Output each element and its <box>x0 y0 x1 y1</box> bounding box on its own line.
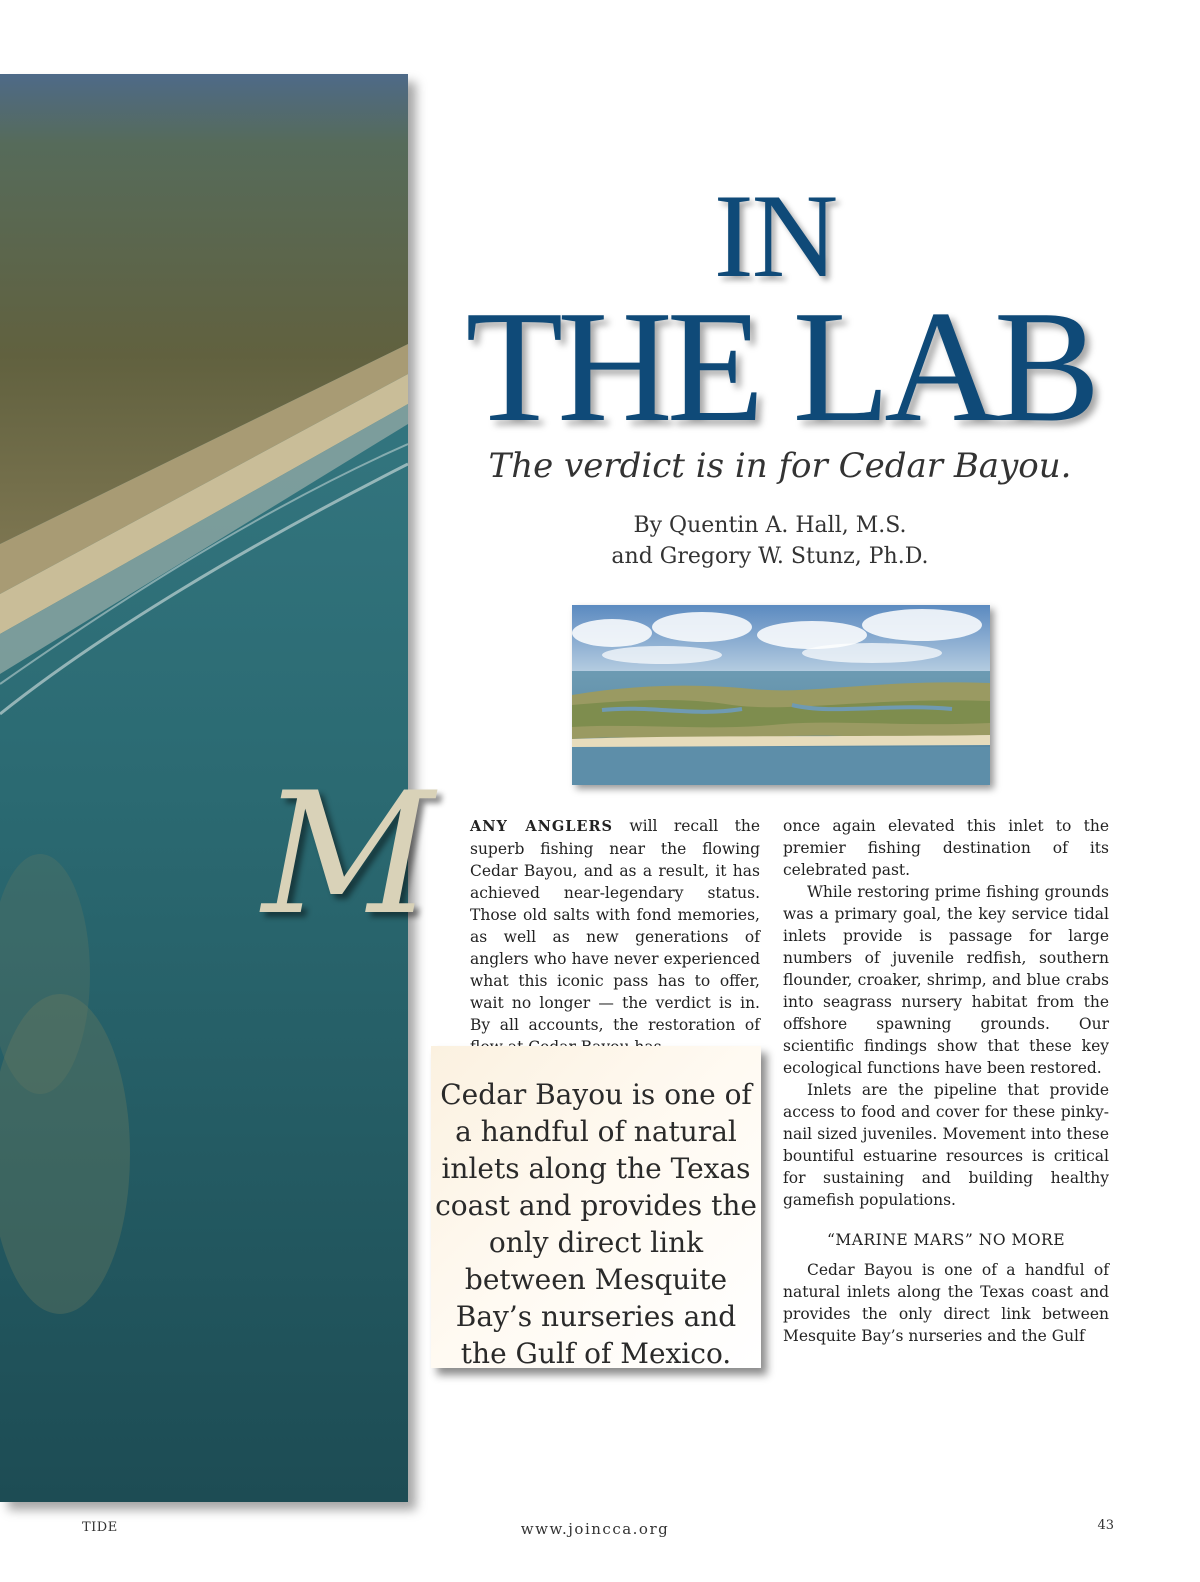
article-text-col1: will recall the superb fishing near the flowing Cedar Bayou, and as a result, it has achieved near-legendary status. Those old salts with fond memories, as well as new generations of anglers who have never experienced what this iconic pass has to offer, wait no longer — the verdict is in. By all accounts, the restoration of <box>470 817 761 1034</box>
page-number: 43 <box>1097 1518 1114 1533</box>
subtitle: The verdict is in for Cedar Bayou. <box>488 446 1072 486</box>
pull-quote-box <box>431 1046 761 1368</box>
article-paragraph-1 <box>434 815 760 1058</box>
lead-in: ANY ANGLERS <box>470 818 613 835</box>
section-subhead: “MARINE MARS” NO MORE <box>826 1231 1066 1249</box>
byline <box>560 510 980 572</box>
article-column-2 <box>783 815 1109 1347</box>
drop-cap: M <box>262 756 427 952</box>
article-paragraph-5: Cedar Bayou is one of a handful of natural inlets along the Texas coast and provides the only direct link between Mesquite Bay’s nurseries and the Gulf <box>783 1261 1109 1345</box>
article-column-1 <box>434 815 760 1058</box>
byline-line-2: and Gregory W. Stunz, Ph.D. <box>611 544 929 569</box>
footer-website-link[interactable]: www.joincca.org <box>520 1520 670 1538</box>
article-paragraph-2: once again elevated this inlet to the premier fishing destination of its celebrated past. <box>783 817 1109 879</box>
footer-magazine-name: TIDE <box>82 1520 118 1535</box>
pull-quote-text: Cedar Bayou is one of a handful of natural inlets along the Texas coast and provides the only direct link between Mesquite Bay’s nurseries and the Gulf of Mexico. <box>435 1078 757 1370</box>
title-line-2: THE LAB <box>465 277 1095 455</box>
article-paragraph-3: While restoring prime fishing grounds was a primary goal, the key service tidal inlets provide is passage for large numbers of juvenile redfish, southern flounder, croaker, shrimp, and blue crabs into seagrass nursery habitat from the offshore spawning grounds. Our scientific findings show that these key ecological functions have been restored. <box>783 883 1109 1077</box>
cedar-bayou-lagoon-photo <box>572 605 990 785</box>
title-line-1: IN <box>713 169 837 302</box>
byline-line-1: By Quentin A. Hall, M.S. <box>633 513 907 538</box>
article-paragraph-4: Inlets are the pipeline that provide access to food and cover for these pinky-nail sized juveniles. Movement into these bountiful estuarine resources is critical for sustaining and building healthy gamefish populations. <box>783 1081 1109 1209</box>
